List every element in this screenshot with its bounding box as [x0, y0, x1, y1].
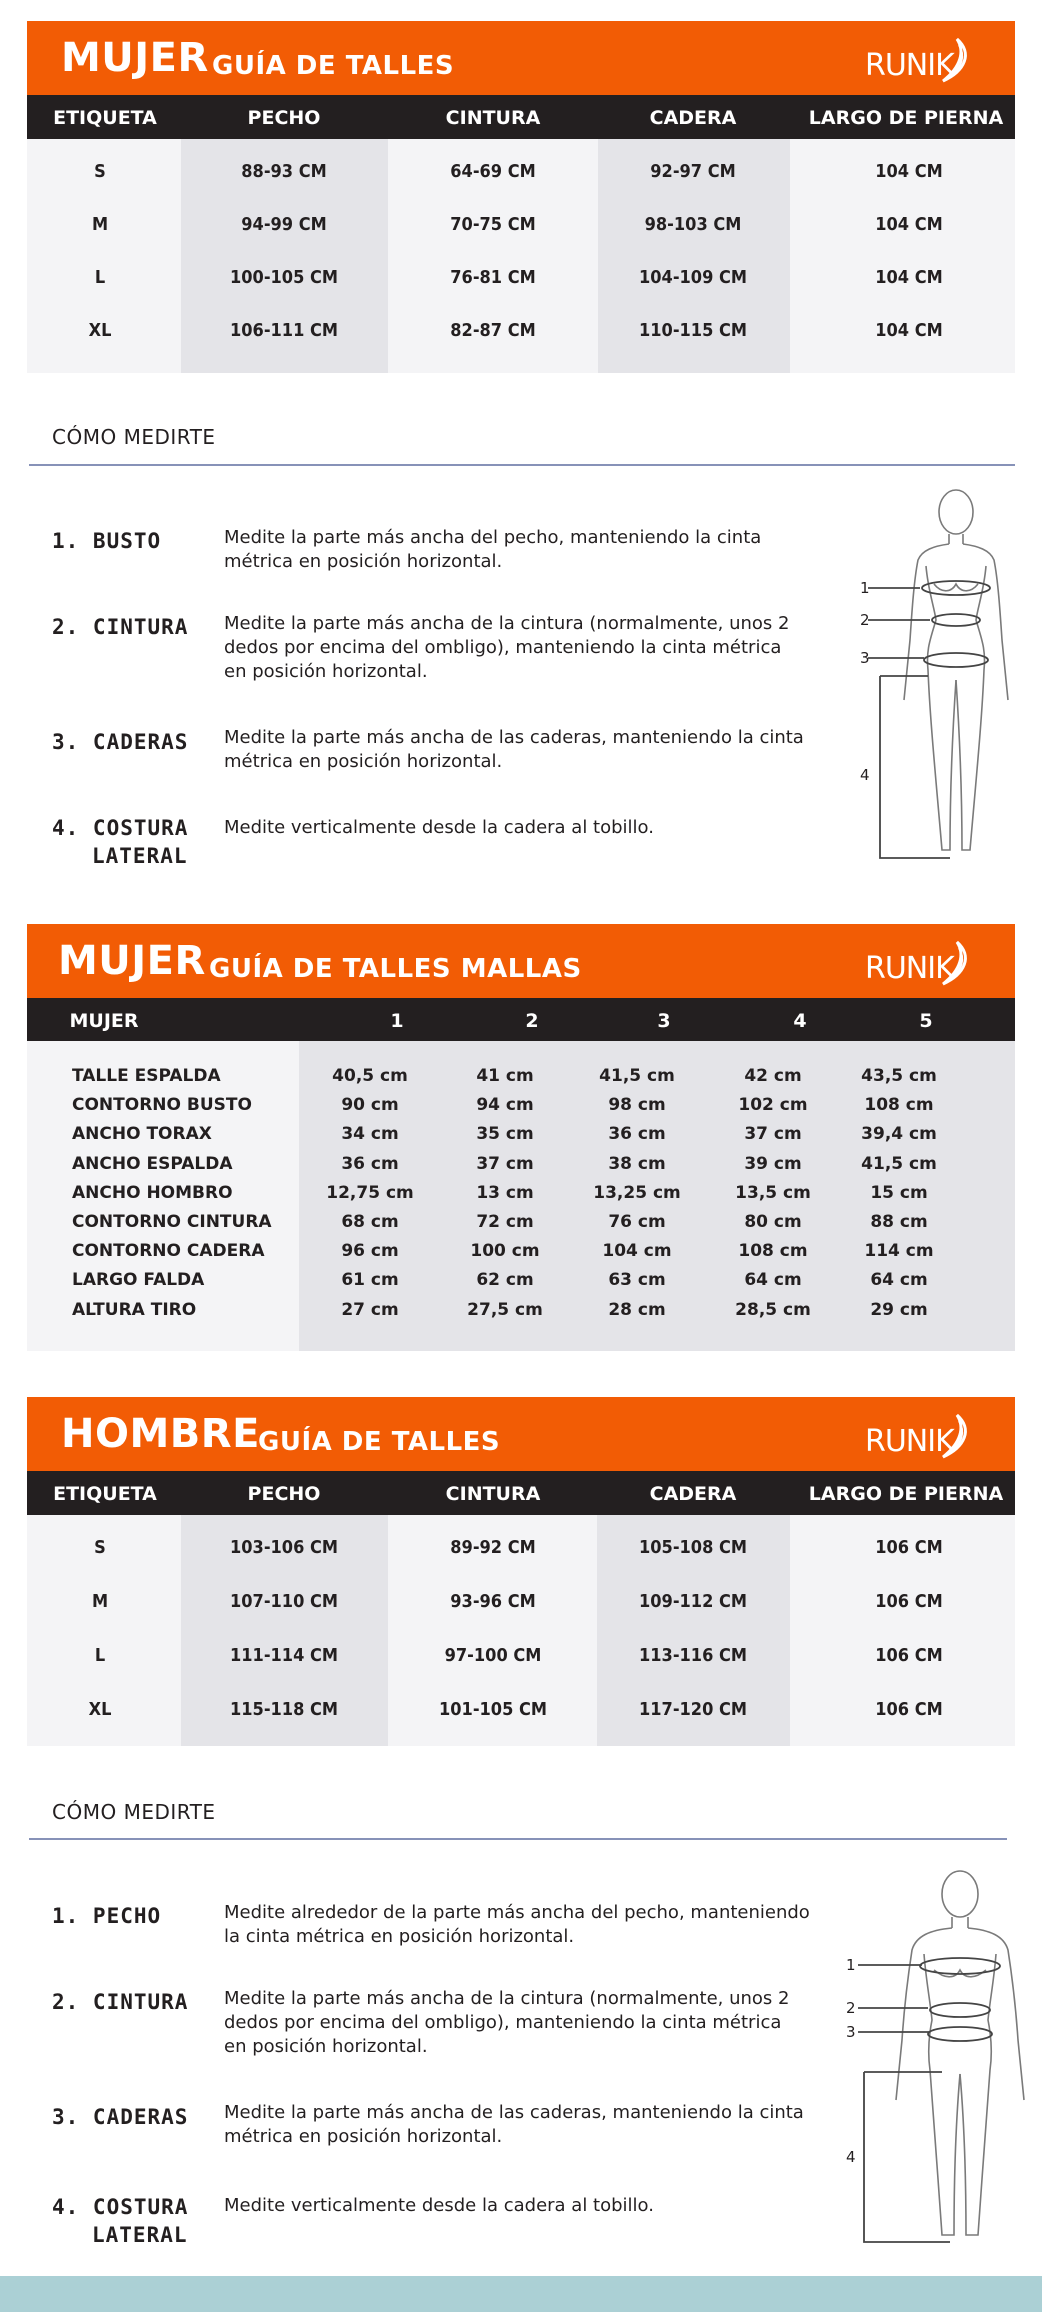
runik-logo [865, 1413, 975, 1461]
mallas-cell: 41 cm [476, 1066, 534, 1086]
mallas-row-label: TALLE ESPALDA [72, 1066, 221, 1086]
mallas-cell: 100 cm [470, 1241, 540, 1261]
table-cell: 98-103 CM [644, 214, 742, 235]
col-pecho: PECHO [247, 1483, 321, 1505]
col-cadera: CADERA [649, 107, 737, 129]
divider [29, 1838, 1007, 1840]
table-cell: 104 CM [875, 161, 943, 182]
measure-label-busto: 1. BUSTO [52, 529, 162, 553]
mallas-cell: 64 cm [870, 1270, 928, 1290]
mallas-cell: 35 cm [476, 1124, 534, 1144]
table-cell: 93-96 CM [450, 1591, 536, 1612]
table-cell: S [94, 1537, 106, 1558]
footer-bar [0, 2276, 1042, 2312]
men-title: HOMBRE [61, 1411, 260, 1457]
table-cell: 106 CM [875, 1699, 943, 1720]
table-cell: M [91, 1591, 109, 1612]
mallas-row-label: CONTORNO CADERA [72, 1241, 265, 1261]
mallas-cell: 40,5 cm [332, 1066, 408, 1086]
table-cell: 111-114 CM [230, 1645, 338, 1666]
figure-number-4: 4 [846, 2148, 856, 2166]
logo-swoosh-icon [935, 37, 975, 85]
mallas-cell: 98 cm [608, 1095, 666, 1115]
col-etiqueta: ETIQUETA [53, 1483, 157, 1505]
figure-number-2: 2 [860, 611, 870, 629]
mallas-cell: 27,5 cm [467, 1300, 543, 1320]
table-cell: 104-109 CM [639, 267, 747, 288]
mallas-row-label: ANCHO ESPALDA [72, 1154, 233, 1174]
mallas-cell: 43,5 cm [861, 1066, 937, 1086]
measure-desc-costura-lateral: Medite verticalmente desde la cadera al tobillo. [224, 2195, 654, 2216]
col-size-1: 1 [390, 1010, 404, 1032]
mallas-row-label: CONTORNO BUSTO [72, 1095, 252, 1115]
table-cell: L [94, 1645, 106, 1666]
measure-desc-busto: Medite la parte más ancha del pecho, manteniendo la cinta métrica en posición horizontal. [224, 527, 762, 572]
table-cell: 105-108 CM [639, 1537, 747, 1558]
women-table-header [27, 95, 1015, 139]
figure-number-3: 3 [846, 2023, 856, 2041]
mallas-cell: 108 cm [864, 1095, 934, 1115]
mallas-row-label: ANCHO HOMBRO [72, 1183, 233, 1203]
mallas-cell: 12,75 cm [326, 1183, 414, 1203]
mallas-row-label: ALTURA TIRO [72, 1300, 197, 1320]
col-size-3: 3 [657, 1010, 671, 1032]
figure-number-4: 4 [860, 766, 870, 784]
table-cell: 82-87 CM [450, 320, 536, 341]
men-table-body [27, 1515, 1015, 1746]
measure-label-caderas: 3. CADERAS [52, 2105, 189, 2129]
table-cell: 103-106 CM [230, 1537, 338, 1558]
mallas-cell: 64 cm [744, 1270, 802, 1290]
mallas-cell: 90 cm [341, 1095, 399, 1115]
mallas-cell: 13 cm [476, 1183, 534, 1203]
table-cell: S [94, 161, 106, 182]
mallas-cell: 94 cm [476, 1095, 534, 1115]
mallas-cell: 61 cm [341, 1270, 399, 1290]
women-title: MUJER [61, 35, 209, 81]
measure-desc-caderas: Medite la parte más ancha de las caderas, manteniendo la cinta métrica en posición horizontal. [224, 727, 804, 772]
women-how-to-measure-title: CÓMO MEDIRTE [52, 425, 216, 449]
table-cell: XL [88, 320, 112, 341]
male-figure-icon [830, 1860, 1040, 2250]
measure-desc-cintura: Medite la parte más ancha de la cintura (normalmente, unos 2 dedos por encima del ombligo), manteniendo la cinta métrica en posición horizontal. [224, 1988, 790, 2057]
table-cell: M [91, 214, 109, 235]
logo-text: RUNIK [865, 48, 954, 83]
mallas-cell: 68 cm [341, 1212, 399, 1232]
mallas-cell: 28 cm [608, 1300, 666, 1320]
col-size-4: 4 [793, 1010, 807, 1032]
table-cell: 106 CM [875, 1591, 943, 1612]
mallas-cell: 102 cm [738, 1095, 808, 1115]
mallas-cell: 38 cm [608, 1154, 666, 1174]
women-size-header [27, 21, 1015, 95]
mallas-cell: 114 cm [864, 1241, 934, 1261]
men-size-header [27, 1397, 1015, 1471]
figure-number-1: 1 [860, 579, 870, 597]
table-cell: 89-92 CM [450, 1537, 536, 1558]
mallas-cell: 42 cm [744, 1066, 802, 1086]
women-subtitle: GUÍA DE TALLES [212, 51, 455, 81]
col-mujer: MUJER [69, 1010, 139, 1032]
mallas-cell: 37 cm [476, 1154, 534, 1174]
divider [29, 464, 1015, 466]
runik-logo [865, 37, 975, 85]
table-cell: 70-75 CM [450, 214, 536, 235]
col-largo-pierna: LARGO DE PIERNA [808, 107, 1004, 129]
col-size-2: 2 [525, 1010, 539, 1032]
mallas-table-body [27, 1041, 1015, 1351]
table-cell: 117-120 CM [639, 1699, 747, 1720]
table-cell: 106 CM [875, 1645, 943, 1666]
measure-desc-cintura: Medite la parte más ancha de la cintura (normalmente, unos 2 dedos por encima del ombligo), manteniendo la cinta métrica en posición horizontal. [224, 613, 790, 682]
measure-desc-pecho: Medite alrededor de la parte más ancha del pecho, manteniendo la cinta métrica en posición horizontal. [224, 1902, 810, 1947]
men-how-to-measure-title: CÓMO MEDIRTE [52, 1800, 216, 1824]
mallas-row-label: CONTORNO CINTURA [72, 1212, 272, 1232]
mallas-cell: 96 cm [341, 1241, 399, 1261]
table-cell: 97-100 CM [444, 1645, 542, 1666]
table-cell: 104 CM [875, 320, 943, 341]
mallas-cell: 41,5 cm [861, 1154, 937, 1174]
measure-label-pecho: 1. PECHO [52, 1904, 162, 1928]
col-pecho: PECHO [247, 107, 321, 129]
mallas-cell: 36 cm [608, 1124, 666, 1144]
mallas-cell: 15 cm [870, 1183, 928, 1203]
mallas-cell: 41,5 cm [599, 1066, 675, 1086]
logo-swoosh-icon [935, 1413, 975, 1461]
table-cell: 94-99 CM [241, 214, 327, 235]
mallas-cell: 13,25 cm [593, 1183, 681, 1203]
mallas-cell: 37 cm [744, 1124, 802, 1144]
table-cell: 88-93 CM [241, 161, 327, 182]
men-subtitle: GUÍA DE TALLES [258, 1427, 501, 1457]
table-cell: 104 CM [875, 214, 943, 235]
table-cell: L [94, 267, 106, 288]
measure-label-costura-lateral: 4. COSTURA LATERAL [52, 2195, 189, 2247]
mallas-cell: 13,5 cm [735, 1183, 811, 1203]
mallas-cell: 29 cm [870, 1300, 928, 1320]
figure-number-3: 3 [860, 649, 870, 667]
col-largo-pierna: LARGO DE PIERNA [808, 1483, 1004, 1505]
col-size-5: 5 [919, 1010, 933, 1032]
table-cell: 109-112 CM [639, 1591, 747, 1612]
table-cell: 104 CM [875, 267, 943, 288]
women-table-body [27, 139, 1015, 373]
table-cell: 115-118 CM [230, 1699, 338, 1720]
female-figure-icon [850, 480, 1042, 870]
mallas-table-header [27, 998, 1015, 1042]
measure-label-caderas: 3. CADERAS [52, 730, 189, 754]
table-cell: 100-105 CM [230, 267, 338, 288]
mallas-cell: 63 cm [608, 1270, 666, 1290]
mallas-title: MUJER [58, 938, 206, 984]
mallas-cell: 72 cm [476, 1212, 534, 1232]
table-cell: 113-116 CM [639, 1645, 747, 1666]
figure-number-1: 1 [846, 1956, 856, 1974]
mallas-cell: 39,4 cm [861, 1124, 937, 1144]
mallas-cell: 108 cm [738, 1241, 808, 1261]
col-etiqueta: ETIQUETA [53, 107, 157, 129]
measure-label-cintura: 2. CINTURA [52, 615, 189, 639]
table-cell: XL [88, 1699, 112, 1720]
mallas-cell: 88 cm [870, 1212, 928, 1232]
table-cell: 107-110 CM [230, 1591, 338, 1612]
measure-label-cintura: 2. CINTURA [52, 1990, 189, 2014]
mallas-cell: 80 cm [744, 1212, 802, 1232]
mallas-cell: 28,5 cm [735, 1300, 811, 1320]
mallas-cell: 104 cm [602, 1241, 672, 1261]
col-cintura: CINTURA [445, 107, 541, 129]
col-cadera: CADERA [649, 1483, 737, 1505]
measure-desc-costura-lateral: Medite verticalmente desde la cadera al tobillo. [224, 817, 654, 838]
mallas-cell: 27 cm [341, 1300, 399, 1320]
table-cell: 64-69 CM [450, 161, 536, 182]
measure-label-costura-lateral: 4. COSTURA LATERAL [52, 816, 189, 868]
col-cintura: CINTURA [445, 1483, 541, 1505]
logo-swoosh-icon [935, 940, 975, 988]
table-cell: 76-81 CM [450, 267, 536, 288]
mallas-header [27, 924, 1015, 998]
mallas-subtitle: GUÍA DE TALLES MALLAS [209, 954, 582, 984]
measure-desc-caderas: Medite la parte más ancha de las caderas, manteniendo la cinta métrica en posición horizontal. [224, 2102, 804, 2147]
table-cell: 106-111 CM [230, 320, 338, 341]
table-cell: 106 CM [875, 1537, 943, 1558]
mallas-cell: 34 cm [341, 1124, 399, 1144]
mallas-cell: 62 cm [476, 1270, 534, 1290]
table-cell: 101-105 CM [439, 1699, 547, 1720]
men-table-header [27, 1471, 1015, 1515]
mallas-cell: 76 cm [608, 1212, 666, 1232]
mallas-cell: 36 cm [341, 1154, 399, 1174]
logo-text: RUNIK [865, 1424, 954, 1459]
logo-text: RUNIK [865, 951, 954, 986]
mallas-cell: 39 cm [744, 1154, 802, 1174]
table-cell: 110-115 CM [639, 320, 747, 341]
figure-number-2: 2 [846, 1999, 856, 2017]
mallas-row-label: LARGO FALDA [72, 1270, 205, 1290]
mallas-row-label: ANCHO TORAX [72, 1124, 212, 1144]
runik-logo [865, 940, 975, 988]
table-cell: 92-97 CM [650, 161, 736, 182]
